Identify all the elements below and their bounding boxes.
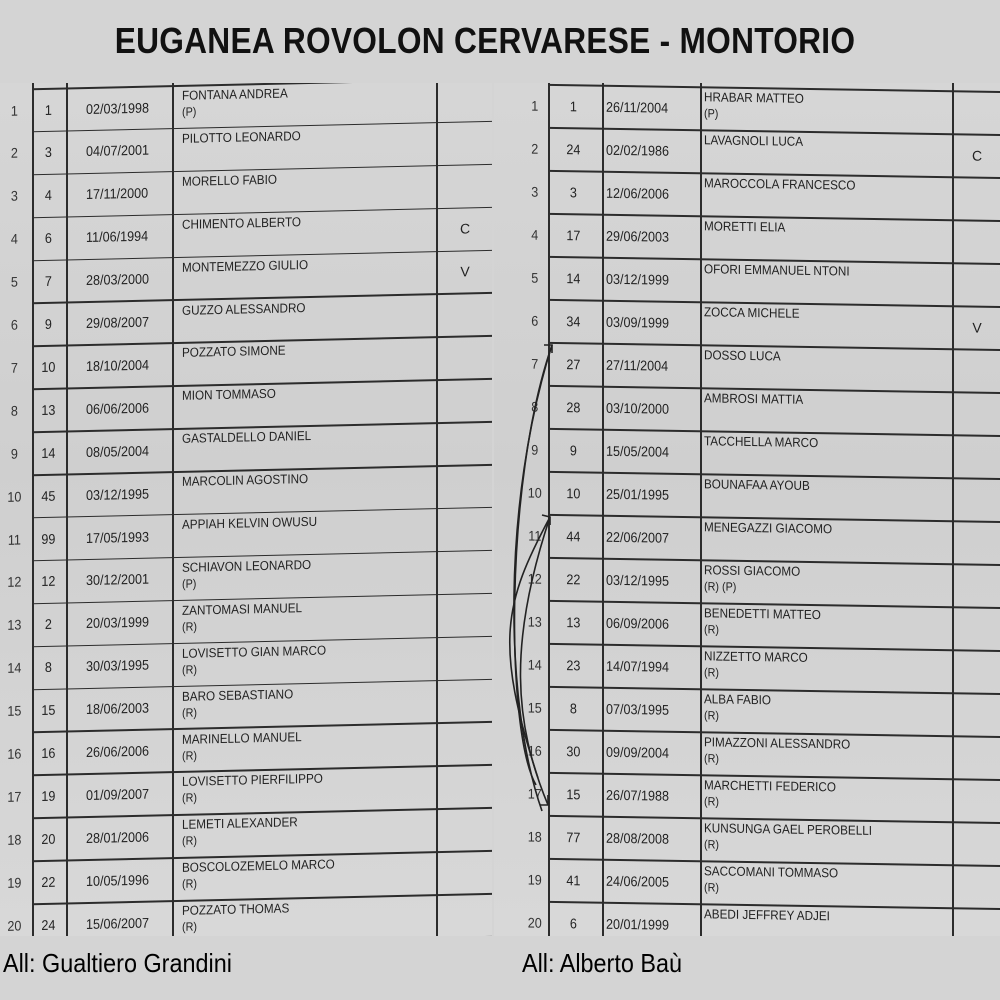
player-name: KUNSUNGA GAEL PEROBELLI	[704, 820, 872, 838]
player-name: BENEDETTI MATTEO	[704, 605, 821, 623]
player-tag: (R)	[182, 619, 198, 634]
player-tag: (R)	[704, 665, 720, 680]
birth-date: 04/07/2001	[86, 142, 150, 160]
shirt-number: 7	[44, 272, 52, 290]
birth-date: 09/09/2004	[606, 743, 670, 761]
birth-date: 27/11/2004	[606, 356, 669, 374]
player-name-cell	[704, 903, 929, 936]
player-tag: (R)	[704, 880, 720, 895]
birth-date: 11/06/1994	[86, 227, 149, 246]
shirt-number: 15	[566, 785, 581, 802]
birth-date: 03/12/1995	[86, 485, 150, 503]
birth-date: 03/12/1999	[606, 270, 670, 288]
match-title: EUGANEA ROVOLON CERVARESE - MONTORIO	[114, 20, 856, 61]
player-tag: (R)	[182, 748, 198, 763]
shirt-number: 1	[569, 97, 577, 114]
row-index: 11	[528, 527, 542, 544]
player-name: HRABAR MATTEO	[704, 89, 804, 106]
shirt-number: 2	[44, 616, 52, 633]
shirt-number: 77	[566, 828, 581, 845]
shirt-number: 45	[41, 487, 56, 504]
player-name: FONTANA ANDREA	[182, 85, 288, 103]
birth-date: 28/03/2000	[86, 270, 150, 289]
player-name-cell	[704, 172, 929, 222]
captain-mark	[438, 121, 492, 165]
row-index: 19	[527, 871, 542, 888]
captain-mark	[954, 735, 1000, 779]
birth-date: 26/11/2004	[606, 98, 669, 116]
shirt-number: 22	[41, 873, 56, 890]
player-tag: (R) (P)	[704, 579, 737, 594]
player-name-cell	[704, 301, 929, 351]
row-index: 19	[7, 874, 22, 891]
row-index: 4	[531, 226, 539, 243]
shirt-number: 4	[44, 187, 52, 204]
birth-date: 07/03/1995	[606, 700, 670, 718]
birth-date: 14/07/1994	[606, 657, 670, 675]
player-name: AMBROSI MATTIA	[704, 390, 804, 407]
birth-date: 22/06/2007	[606, 528, 670, 546]
captain-mark: C	[459, 220, 471, 237]
birth-date: 26/07/1988	[606, 786, 670, 804]
captain-mark	[954, 864, 1000, 908]
shirt-number: 24	[41, 916, 56, 933]
player-name-cell	[182, 895, 407, 936]
birth-date: 20/03/1999	[86, 613, 150, 632]
captain-mark	[438, 850, 492, 894]
player-name: DOSSO LUCA	[704, 347, 781, 364]
shirt-number: 41	[566, 871, 581, 888]
captain-mark	[438, 164, 492, 208]
captain-mark	[438, 636, 492, 680]
row-index: 14	[527, 656, 542, 673]
row-index: 8	[531, 398, 539, 415]
shirt-number: 6	[44, 230, 52, 247]
player-name: MORETTI ELIA	[704, 218, 786, 235]
captain-mark	[954, 176, 1000, 220]
player-name-cell	[704, 516, 929, 566]
captain-mark	[954, 262, 1000, 306]
shirt-number: 1	[44, 101, 52, 118]
home-team-sheet	[0, 83, 492, 936]
shirt-number: 8	[569, 699, 577, 716]
player-name: BOUNAFAA AYOUB	[704, 476, 810, 493]
birth-date: 03/12/1995	[606, 571, 670, 589]
player-name: LAVAGNOLI LUCA	[704, 132, 804, 149]
birth-date: 30/03/1995	[86, 656, 150, 675]
birth-date: 30/12/2001	[86, 571, 150, 589]
birth-date: 20/01/1999	[606, 915, 670, 933]
birth-date: 03/10/2000	[606, 399, 670, 417]
captain-mark	[438, 83, 492, 122]
row-index: 14	[7, 659, 22, 677]
player-tag: (R)	[704, 837, 720, 852]
player-name-cell	[704, 430, 929, 480]
shirt-number: 13	[41, 401, 56, 418]
player-name-cell	[704, 344, 929, 394]
captain-mark	[954, 219, 1000, 263]
shirt-number: 6	[569, 914, 577, 931]
row-index: 20	[7, 917, 22, 934]
row-index: 13	[527, 613, 542, 630]
birth-date: 15/06/2007	[86, 914, 150, 932]
player-name: APPIAH KELVIN OWUSU	[182, 513, 318, 532]
birth-date: 06/09/2006	[606, 614, 670, 632]
player-name: OFORI EMMANUEL NTONI	[704, 261, 850, 279]
captain-mark	[954, 649, 1000, 693]
row-index: 6	[10, 316, 18, 333]
player-name-cell	[704, 559, 929, 609]
birth-date: 28/01/2006	[86, 828, 150, 846]
shirt-number: 23	[566, 656, 581, 673]
player-name: GASTALDELLO DANIEL	[182, 428, 312, 447]
player-name-cell	[704, 387, 929, 437]
away-team-table	[494, 83, 1000, 936]
captain-mark	[954, 90, 1000, 134]
player-name: ROSSI GIACOMO	[704, 562, 801, 579]
shirt-number: 44	[566, 527, 581, 544]
captain-mark	[954, 563, 1000, 607]
shirt-number: 34	[566, 312, 581, 329]
captain-mark	[954, 520, 1000, 564]
player-name: POZZATO THOMAS	[182, 900, 290, 918]
birth-date: 17/11/2000	[86, 184, 149, 203]
row-index: 12	[7, 573, 22, 591]
row-index: 8	[10, 402, 18, 419]
shirt-number: 10	[41, 358, 56, 375]
row-index: 2	[10, 144, 18, 162]
birth-date: 12/06/2006	[606, 184, 670, 202]
captain-mark	[954, 391, 1000, 435]
player-tag: (R)	[704, 708, 720, 723]
shirt-number: 14	[41, 444, 56, 461]
player-name: BOSCOLOZEMELO MARCO	[182, 856, 335, 876]
birth-date: 29/06/2003	[606, 227, 670, 245]
shirt-number: 22	[566, 570, 581, 587]
captain-mark	[438, 292, 492, 336]
birth-date: 02/03/1998	[86, 99, 150, 117]
player-name: MENEGAZZI GIACOMO	[704, 519, 833, 537]
shirt-number: 19	[41, 787, 56, 804]
player-name-cell	[704, 86, 929, 136]
player-tag: (P)	[704, 106, 719, 121]
player-name-cell	[704, 860, 929, 910]
player-tag: (R)	[182, 662, 198, 677]
captain-mark	[954, 907, 1000, 936]
row-index: 6	[531, 312, 539, 329]
player-name: LOVISETTO PIERFILIPPO	[182, 771, 323, 790]
row-index: 17	[7, 788, 22, 805]
player-tag: (R)	[182, 876, 198, 892]
row-index: 5	[531, 269, 539, 286]
captain-mark	[438, 721, 492, 765]
shirt-number: 27	[566, 355, 581, 372]
row-index: 1	[531, 97, 539, 114]
captain-mark: V	[460, 263, 470, 280]
shirt-number: 15	[41, 701, 56, 719]
birth-date: 18/06/2003	[86, 699, 150, 718]
player-name: PIMAZZONI ALESSANDRO	[704, 734, 851, 752]
captain-mark	[954, 434, 1000, 478]
row-index: 17	[527, 785, 542, 802]
captain-mark: C	[971, 147, 983, 164]
player-name: MONTEMEZZO GIULIO	[182, 256, 309, 275]
captain-mark	[438, 764, 492, 808]
birth-date: 15/05/2004	[606, 442, 670, 460]
player-name-cell	[704, 258, 929, 308]
captain-mark	[438, 335, 492, 379]
birth-date: 06/06/2006	[86, 399, 150, 417]
player-tag: (R)	[182, 833, 198, 849]
player-name-cell	[704, 688, 929, 738]
player-name-cell	[704, 473, 929, 523]
player-tag: (P)	[182, 576, 197, 591]
shirt-number: 10	[566, 484, 581, 501]
captain-mark	[438, 893, 492, 936]
player-name: CHIMENTO ALBERTO	[182, 213, 301, 232]
player-name: GUZZO ALESSANDRO	[182, 299, 306, 318]
birth-date: 10/05/1996	[86, 871, 150, 889]
player-name: MAROCCOLA FRANCESCO	[704, 175, 856, 193]
birth-date: 29/08/2007	[86, 313, 150, 332]
home-team-table	[0, 83, 492, 936]
birth-date: 17/05/1993	[86, 528, 150, 546]
player-name: ZOCCA MICHELE	[704, 304, 800, 321]
shirt-number: 13	[566, 613, 581, 630]
player-name-cell	[704, 731, 929, 781]
player-name: BARO SEBASTIANO	[182, 685, 294, 704]
birth-date: 25/01/1995	[606, 485, 670, 503]
away-team-sheet	[494, 83, 1000, 936]
shirt-number: 28	[566, 398, 581, 415]
player-name: MARCOLIN AGOSTINO	[182, 471, 309, 489]
shirt-number: 99	[41, 530, 56, 547]
shirt-number: 16	[41, 744, 56, 762]
captain-mark	[438, 678, 492, 722]
player-tag: (R)	[704, 751, 720, 766]
player-name: MARCHETTI FEDERICO	[704, 777, 836, 795]
shirt-number: 30	[566, 742, 581, 759]
captain-mark	[438, 550, 492, 594]
row-index: 16	[7, 745, 22, 762]
row-index: 4	[10, 230, 18, 247]
row-index: 10	[7, 488, 22, 505]
row-index: 2	[531, 140, 539, 157]
row-index: 15	[7, 702, 22, 719]
row-index: 16	[527, 742, 542, 759]
captain-mark	[438, 593, 492, 637]
captain-mark: V	[972, 319, 982, 336]
player-name-cell	[704, 602, 929, 652]
player-tag: (P)	[182, 104, 197, 119]
row-index: 13	[7, 616, 22, 634]
player-name: ABEDI JEFFREY ADJEI	[704, 906, 830, 924]
player-name: PILOTTO LEONARDO	[182, 128, 301, 146]
player-tag: (R)	[182, 919, 198, 934]
player-name: MORELLO FABIO	[182, 171, 277, 189]
player-tag: (R)	[182, 705, 198, 720]
birth-date: 28/08/2008	[606, 829, 670, 847]
birth-date: 03/09/1999	[606, 313, 670, 331]
birth-date: 18/10/2004	[86, 356, 150, 374]
row-index: 15	[527, 699, 542, 716]
birth-date: 08/05/2004	[86, 442, 150, 460]
shirt-number: 14	[566, 269, 581, 286]
birth-date: 01/09/2007	[86, 785, 150, 803]
player-name-cell	[704, 817, 929, 867]
birth-date: 24/06/2005	[606, 872, 670, 890]
captain-mark	[438, 464, 492, 508]
captain-mark	[438, 507, 492, 551]
player-name: LOVISETTO GIAN MARCO	[182, 642, 327, 661]
player-tag: (R)	[704, 622, 720, 637]
captain-mark	[438, 378, 492, 422]
captain-mark	[954, 778, 1000, 822]
player-tag: (R)	[704, 794, 720, 809]
shirt-number: 12	[41, 573, 56, 590]
row-index: 3	[10, 187, 18, 205]
shirt-number: 20	[41, 830, 56, 847]
player-name: SCHIAVON LEONARDO	[182, 556, 312, 575]
row-index: 3	[531, 183, 539, 200]
row-index: 20	[527, 914, 542, 931]
birth-date: 26/06/2006	[86, 742, 150, 761]
away-coach: All: Alberto Baù	[522, 948, 683, 978]
player-name: ALBA FABIO	[704, 691, 771, 708]
player-name: SACCOMANI TOMMASO	[704, 863, 839, 881]
row-index: 1	[10, 102, 18, 119]
row-index: 7	[10, 359, 18, 376]
birth-date: 02/02/1986	[606, 141, 670, 159]
player-name: POZZATO SIMONE	[182, 342, 286, 361]
home-coach: All: Gualtiero Grandini	[3, 948, 232, 978]
shirt-number: 3	[569, 183, 577, 200]
row-index: 5	[10, 273, 18, 290]
captain-mark	[438, 807, 492, 851]
player-name: NIZZETTO MARCO	[704, 648, 808, 665]
row-index: 12	[527, 570, 542, 587]
row-index: 18	[7, 831, 22, 848]
captain-mark	[438, 421, 492, 465]
player-name-cell	[704, 215, 929, 265]
captain-mark	[954, 477, 1000, 521]
shirt-number: 3	[44, 144, 52, 161]
row-index: 18	[527, 828, 542, 845]
player-tag: (R)	[182, 790, 198, 806]
captain-mark	[954, 606, 1000, 650]
shirt-number: 8	[44, 659, 52, 676]
player-name-cell	[704, 774, 929, 824]
player-name-cell	[704, 129, 929, 179]
player-name: MARINELLO MANUEL	[182, 728, 302, 747]
shirt-number: 24	[566, 140, 581, 157]
player-name-cell	[704, 645, 929, 695]
row-index: 9	[531, 441, 539, 458]
captain-mark	[954, 821, 1000, 865]
row-index: 10	[527, 484, 542, 501]
player-name: LEMETI ALEXANDER	[182, 814, 298, 833]
shirt-number: 9	[44, 315, 52, 332]
shirt-number: 9	[569, 441, 577, 458]
row-index: 11	[7, 531, 21, 548]
player-name: TACCHELLA MARCO	[704, 433, 819, 451]
row-index: 9	[10, 445, 18, 462]
captain-mark	[954, 692, 1000, 736]
player-name: MION TOMMASO	[182, 386, 276, 404]
player-name: ZANTOMASI MANUEL	[182, 599, 303, 618]
captain-mark	[954, 348, 1000, 392]
shirt-number: 17	[566, 226, 581, 243]
row-index: 7	[531, 355, 539, 372]
